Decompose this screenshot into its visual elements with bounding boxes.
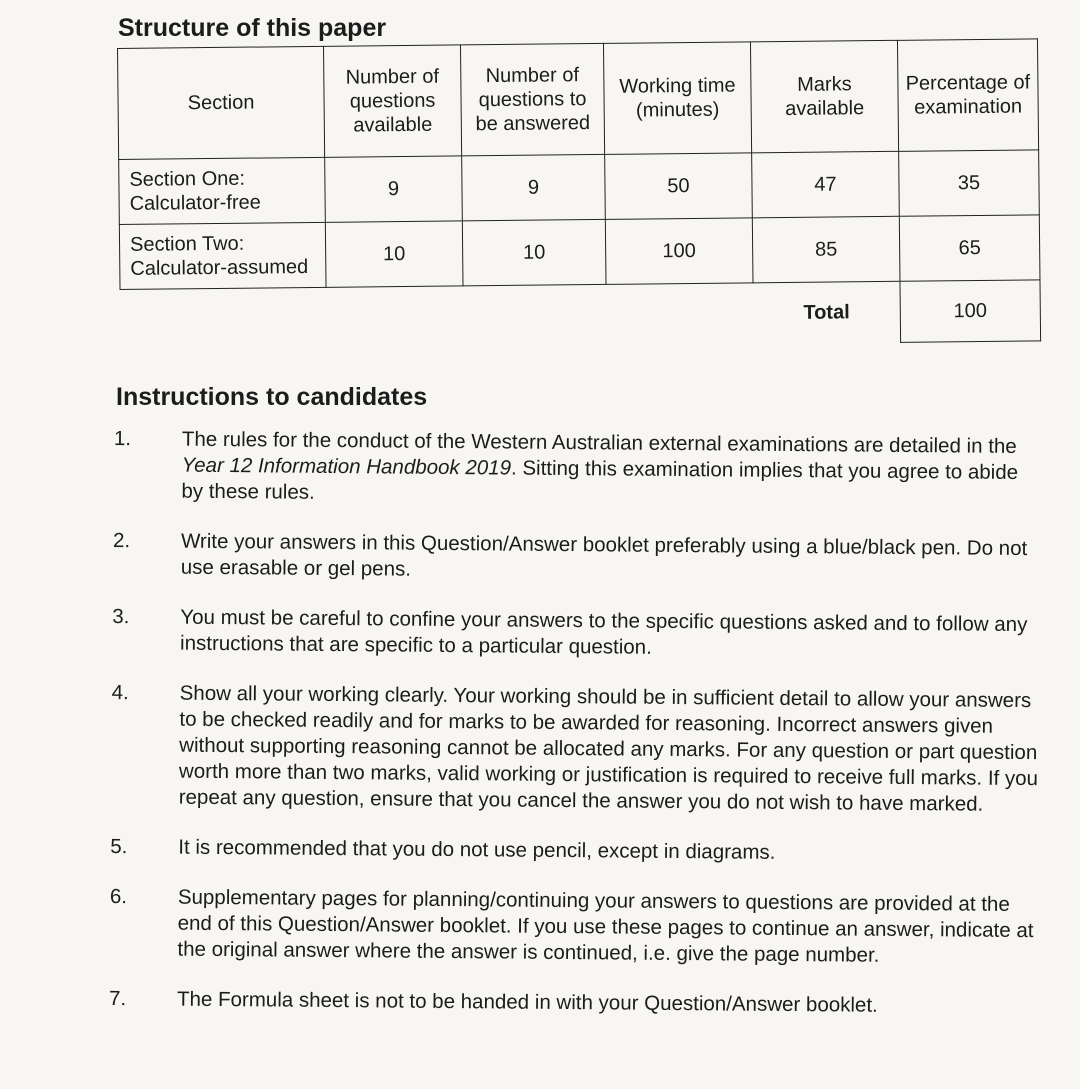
- cell-questions-available: 9: [325, 156, 463, 222]
- header-working-time: Working time (minutes): [603, 42, 751, 155]
- cell-marks-available: 85: [752, 216, 900, 283]
- instructions-list: [103, 426, 1043, 1044]
- instruction-item: [104, 834, 1039, 868]
- total-spacer: [120, 283, 754, 351]
- cell-questions-answered: 9: [462, 154, 606, 220]
- cell-section-name: Section Two: Calculator-assumed: [119, 222, 326, 289]
- instruction-text-part: . Sitting this examination implies that you agree to abide by these rules.: [181, 456, 1019, 504]
- instruction-number: 2.: [112, 529, 131, 553]
- cell-percentage: 65: [899, 215, 1040, 281]
- instruction-item: [103, 986, 1038, 1020]
- total-label: Total: [803, 301, 850, 325]
- instruction-text: The Formula sheet is not to be handed in with your Question/Answer booklet.: [176, 987, 878, 1017]
- header-questions-answered: Number of questions to be answered: [460, 43, 604, 155]
- instruction-text: It is recommended that you do not use pencil, except in diagrams.: [178, 835, 776, 864]
- cell-percentage: 35: [899, 150, 1040, 216]
- total-value: 100: [900, 280, 1041, 342]
- instruction-number: 3.: [112, 605, 130, 629]
- structure-heading: Structure of this paper: [118, 14, 387, 42]
- cell-working-time: 50: [605, 153, 753, 220]
- table-row-section-one: [119, 150, 1040, 225]
- instruction-item: [103, 884, 1039, 970]
- structure-table: [117, 38, 1041, 351]
- instruction-number: 1.: [113, 427, 132, 451]
- header-section: Section: [118, 46, 325, 159]
- cell-section-name: Section One: Calculator-free: [119, 157, 326, 224]
- instruction-number: 6.: [109, 885, 128, 909]
- instruction-text-part: The rules for the conduct of the Western Australian external examinations are detailed in the: [181, 427, 1017, 458]
- handbook-title: Year 12 Information Handbook 2019: [181, 453, 512, 480]
- cell-questions-available: 10: [325, 221, 463, 287]
- instruction-text: Show all your working clearly. Your working should be in sufficient detail to allow your answers to be checked readily and for marks to be awarded for reasoning. Incorrect answers given without supporting reasoning cannot be allocated any marks. For any question or part question worth more than two marks, valid working or justification is required to receive full marks. If you repeat any question, ensure that you cancel the answer you do not wish to have marked.: [178, 681, 1039, 816]
- instruction-text: Supplementary pages for planning/continuing your answers to questions are provided at the end of this Question/Answer booklet. If you use these pages to continue an answer, indicate at the original answer where the answer is continued, i.e. give the page number.: [177, 885, 1034, 967]
- cell-working-time: 100: [605, 218, 753, 285]
- cell-marks-available: 47: [752, 151, 900, 218]
- table-total-row: [120, 280, 1041, 351]
- instruction-text: You must be careful to confine your answers to the specific questions asked and to follow any instructions that are specific to a particular question.: [180, 605, 1028, 659]
- instruction-item: [107, 426, 1043, 512]
- header-marks-available: Marks available: [750, 40, 898, 153]
- instruction-number: 7.: [108, 987, 127, 1011]
- table-header-row: [118, 39, 1039, 160]
- table-row-section-two: [119, 215, 1040, 290]
- instruction-item: [106, 604, 1041, 664]
- instruction-text: [181, 427, 1043, 513]
- instruction-number: 5.: [110, 835, 128, 859]
- header-questions-available: Number of questions available: [323, 45, 461, 157]
- instruction-text: Write your answers in this Question/Answer booklet preferably using a blue/black pen. Do not use erasable or gel pens.: [180, 529, 1028, 581]
- instruction-item: [107, 528, 1042, 588]
- header-percentage: Percentage of examination: [897, 39, 1038, 151]
- instructions-heading: Instructions to candidates: [116, 383, 428, 411]
- instruction-number: 4.: [111, 681, 129, 705]
- cell-questions-answered: 10: [462, 219, 606, 285]
- instruction-item: [105, 680, 1041, 818]
